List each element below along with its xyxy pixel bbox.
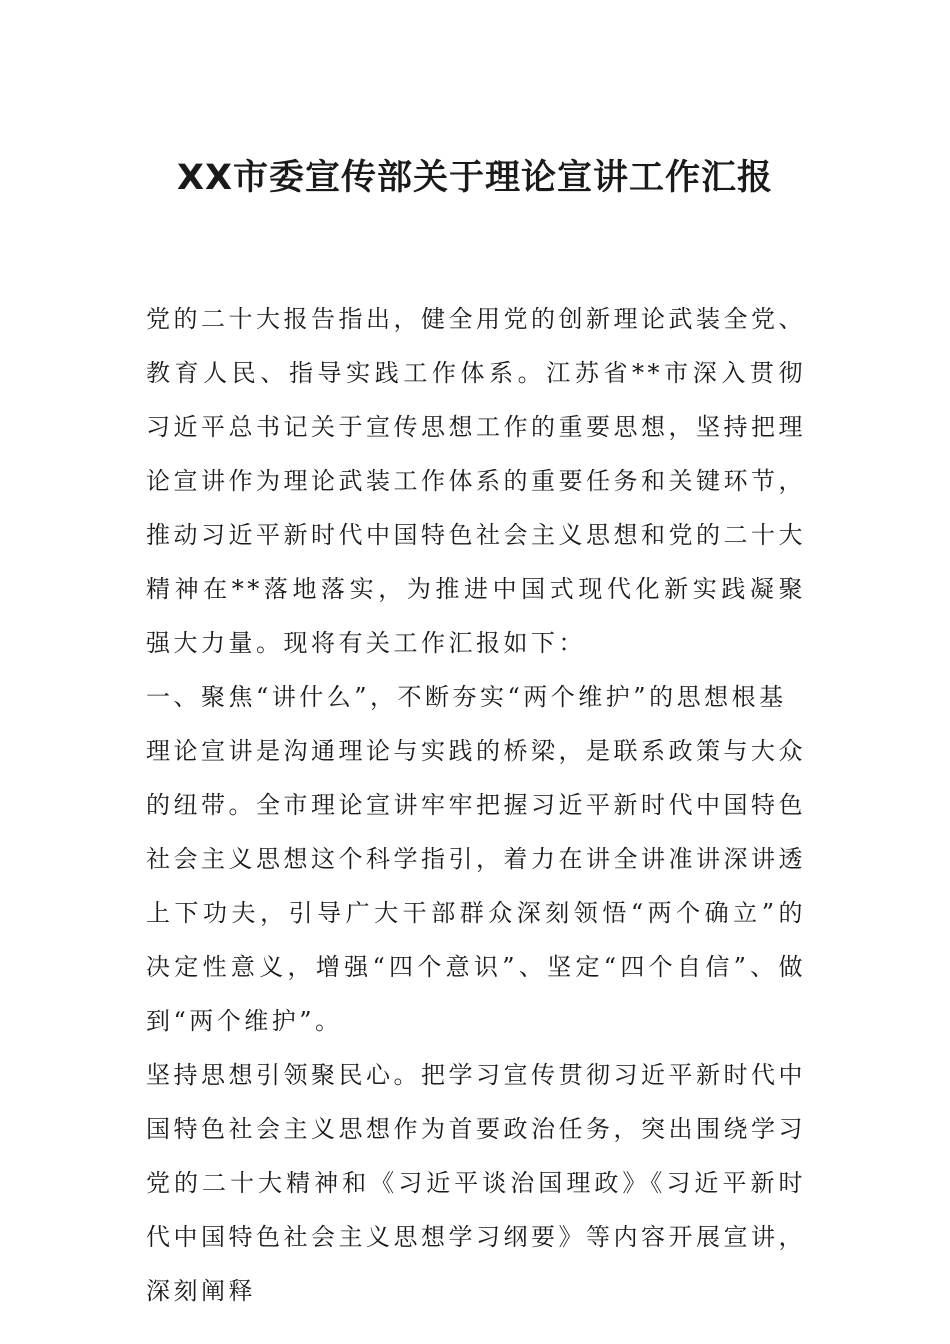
- intro-paragraph: 党的二十大报告指出，健全用党的创新理论武装全党、教育人民、指导实践工作体系。江苏省**市深入贯彻习近平总书记关于宣传思想工作的重要思想，坚持把理论宣讲作为理论武装工作体系的重要任务和关键环节，推动习近平新时代中国特色社会主义思想和党的二十大精神在**落地落实，为推进中国式现代化新实践凝聚强大力量。现将有关工作汇报如下：: [146, 305, 806, 657]
- section-1-paragraph-1: 理论宣讲是沟通理论与实践的桥梁，是联系政策与大众的纽带。全市理论宣讲牢牢把握习近平新时代中国特色社会主义思想这个科学指引，着力在讲全讲准讲深讲透上下功夫，引导广大干部群众深刻领悟“两个确立”的决定性意义，增强“四个意识”、坚定“四个自信”、做到“两个维护”。: [146, 737, 806, 1035]
- section-heading-1: 一、聚焦“讲什么”，不断夯实“两个维护”的思想根基: [146, 683, 787, 711]
- document-title: XX市委宣传部关于理论宣讲工作汇报: [177, 158, 773, 198]
- section-1-paragraph-2: 坚持思想引领聚民心。把学习宣传贯彻习近平新时代中国特色社会主义思想作为首要政治任务，突出围绕学习党的二十大精神和《习近平谈治国理政》《习近平新时代中国特色社会主义思想学习纲要》等内容开展宣讲，深刻阐释: [146, 1061, 806, 1305]
- document-body: [146, 292, 806, 1318]
